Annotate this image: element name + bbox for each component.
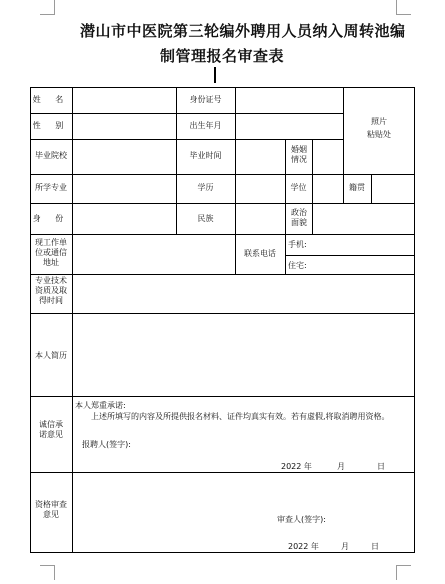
id-number-label: 身份证号 bbox=[189, 95, 222, 104]
page-title-line-1: 潜山市中医院第三轮编外聘用人员纳入周转池编 bbox=[80, 22, 406, 40]
review-day: 日 bbox=[371, 542, 379, 551]
resume-label: 本人简历 bbox=[35, 351, 67, 360]
column-line bbox=[72, 87, 73, 553]
table-border bbox=[30, 87, 415, 88]
column-line bbox=[371, 174, 372, 204]
education-label: 学历 bbox=[197, 183, 214, 192]
integrity-day: 日 bbox=[377, 462, 385, 471]
table-border bbox=[414, 87, 415, 553]
row-line bbox=[30, 472, 415, 473]
column-line bbox=[235, 87, 236, 234]
row-line bbox=[30, 113, 343, 114]
page-corner-mark bbox=[40, 0, 55, 15]
photo-label: 照片 bbox=[371, 117, 387, 126]
work-unit-label: 现工作单位或通信地址 bbox=[35, 238, 67, 267]
integrity-year: 2022 年 bbox=[281, 462, 312, 471]
integrity-statement: 上述所填写的内容及所提供报名材料、证件均真实有效。若有虚假,将取消聘用资格。 bbox=[91, 412, 390, 421]
row-line bbox=[30, 396, 415, 397]
row-line bbox=[30, 174, 415, 175]
integrity-heading: 本人郑重承诺: bbox=[75, 401, 126, 410]
page-corner-mark bbox=[40, 565, 55, 580]
page-title-line-2: 制管理报名审查表 bbox=[160, 47, 285, 65]
review-month: 月 bbox=[341, 542, 349, 551]
integrity-month: 月 bbox=[337, 462, 345, 471]
row-line bbox=[30, 274, 415, 275]
mobile-label: 手机: bbox=[288, 240, 307, 249]
review-year: 2022 年 bbox=[288, 542, 319, 551]
row-line bbox=[30, 234, 415, 235]
row-line bbox=[285, 255, 415, 256]
marital-status-label: 婚姻情况 bbox=[291, 145, 307, 164]
major-label: 所学专业 bbox=[35, 183, 67, 192]
review-label: 资格审查意见 bbox=[35, 500, 67, 519]
page-corner-mark bbox=[396, 0, 411, 15]
identity-label: 身 份 bbox=[32, 214, 70, 223]
ethnicity-label: 民族 bbox=[197, 214, 214, 223]
row-line bbox=[30, 313, 415, 314]
graduation-time-label: 毕业时间 bbox=[189, 151, 222, 160]
table-border bbox=[30, 552, 415, 553]
photo-label: 粘贴处 bbox=[367, 130, 391, 139]
column-line bbox=[285, 234, 286, 274]
degree-label: 学位 bbox=[290, 183, 307, 192]
page-corner-mark bbox=[396, 565, 411, 580]
qualification-label: 专业技术资质及取得时间 bbox=[35, 276, 67, 305]
reviewer-signature: 审查人(签字): bbox=[277, 515, 326, 524]
birth-date-label: 出生年月 bbox=[189, 121, 222, 130]
text-cursor bbox=[214, 67, 216, 83]
row-line bbox=[30, 139, 343, 140]
integrity-label: 诚信承诺意见 bbox=[39, 420, 63, 439]
column-line bbox=[312, 139, 313, 234]
native-place-label: 籍贯 bbox=[349, 183, 365, 192]
gender-label: 性 别 bbox=[32, 121, 70, 130]
political-status-label: 政治面貌 bbox=[291, 208, 307, 227]
applicant-signature: 报聘人(签字): bbox=[82, 440, 131, 449]
school-label: 毕业院校 bbox=[35, 151, 67, 160]
home-phone-label: 住宅: bbox=[288, 261, 307, 270]
registration-form-table bbox=[30, 87, 415, 552]
phone-label: 联系电话 bbox=[244, 249, 276, 258]
name-label: 姓 名 bbox=[32, 95, 70, 104]
row-line bbox=[30, 203, 415, 204]
